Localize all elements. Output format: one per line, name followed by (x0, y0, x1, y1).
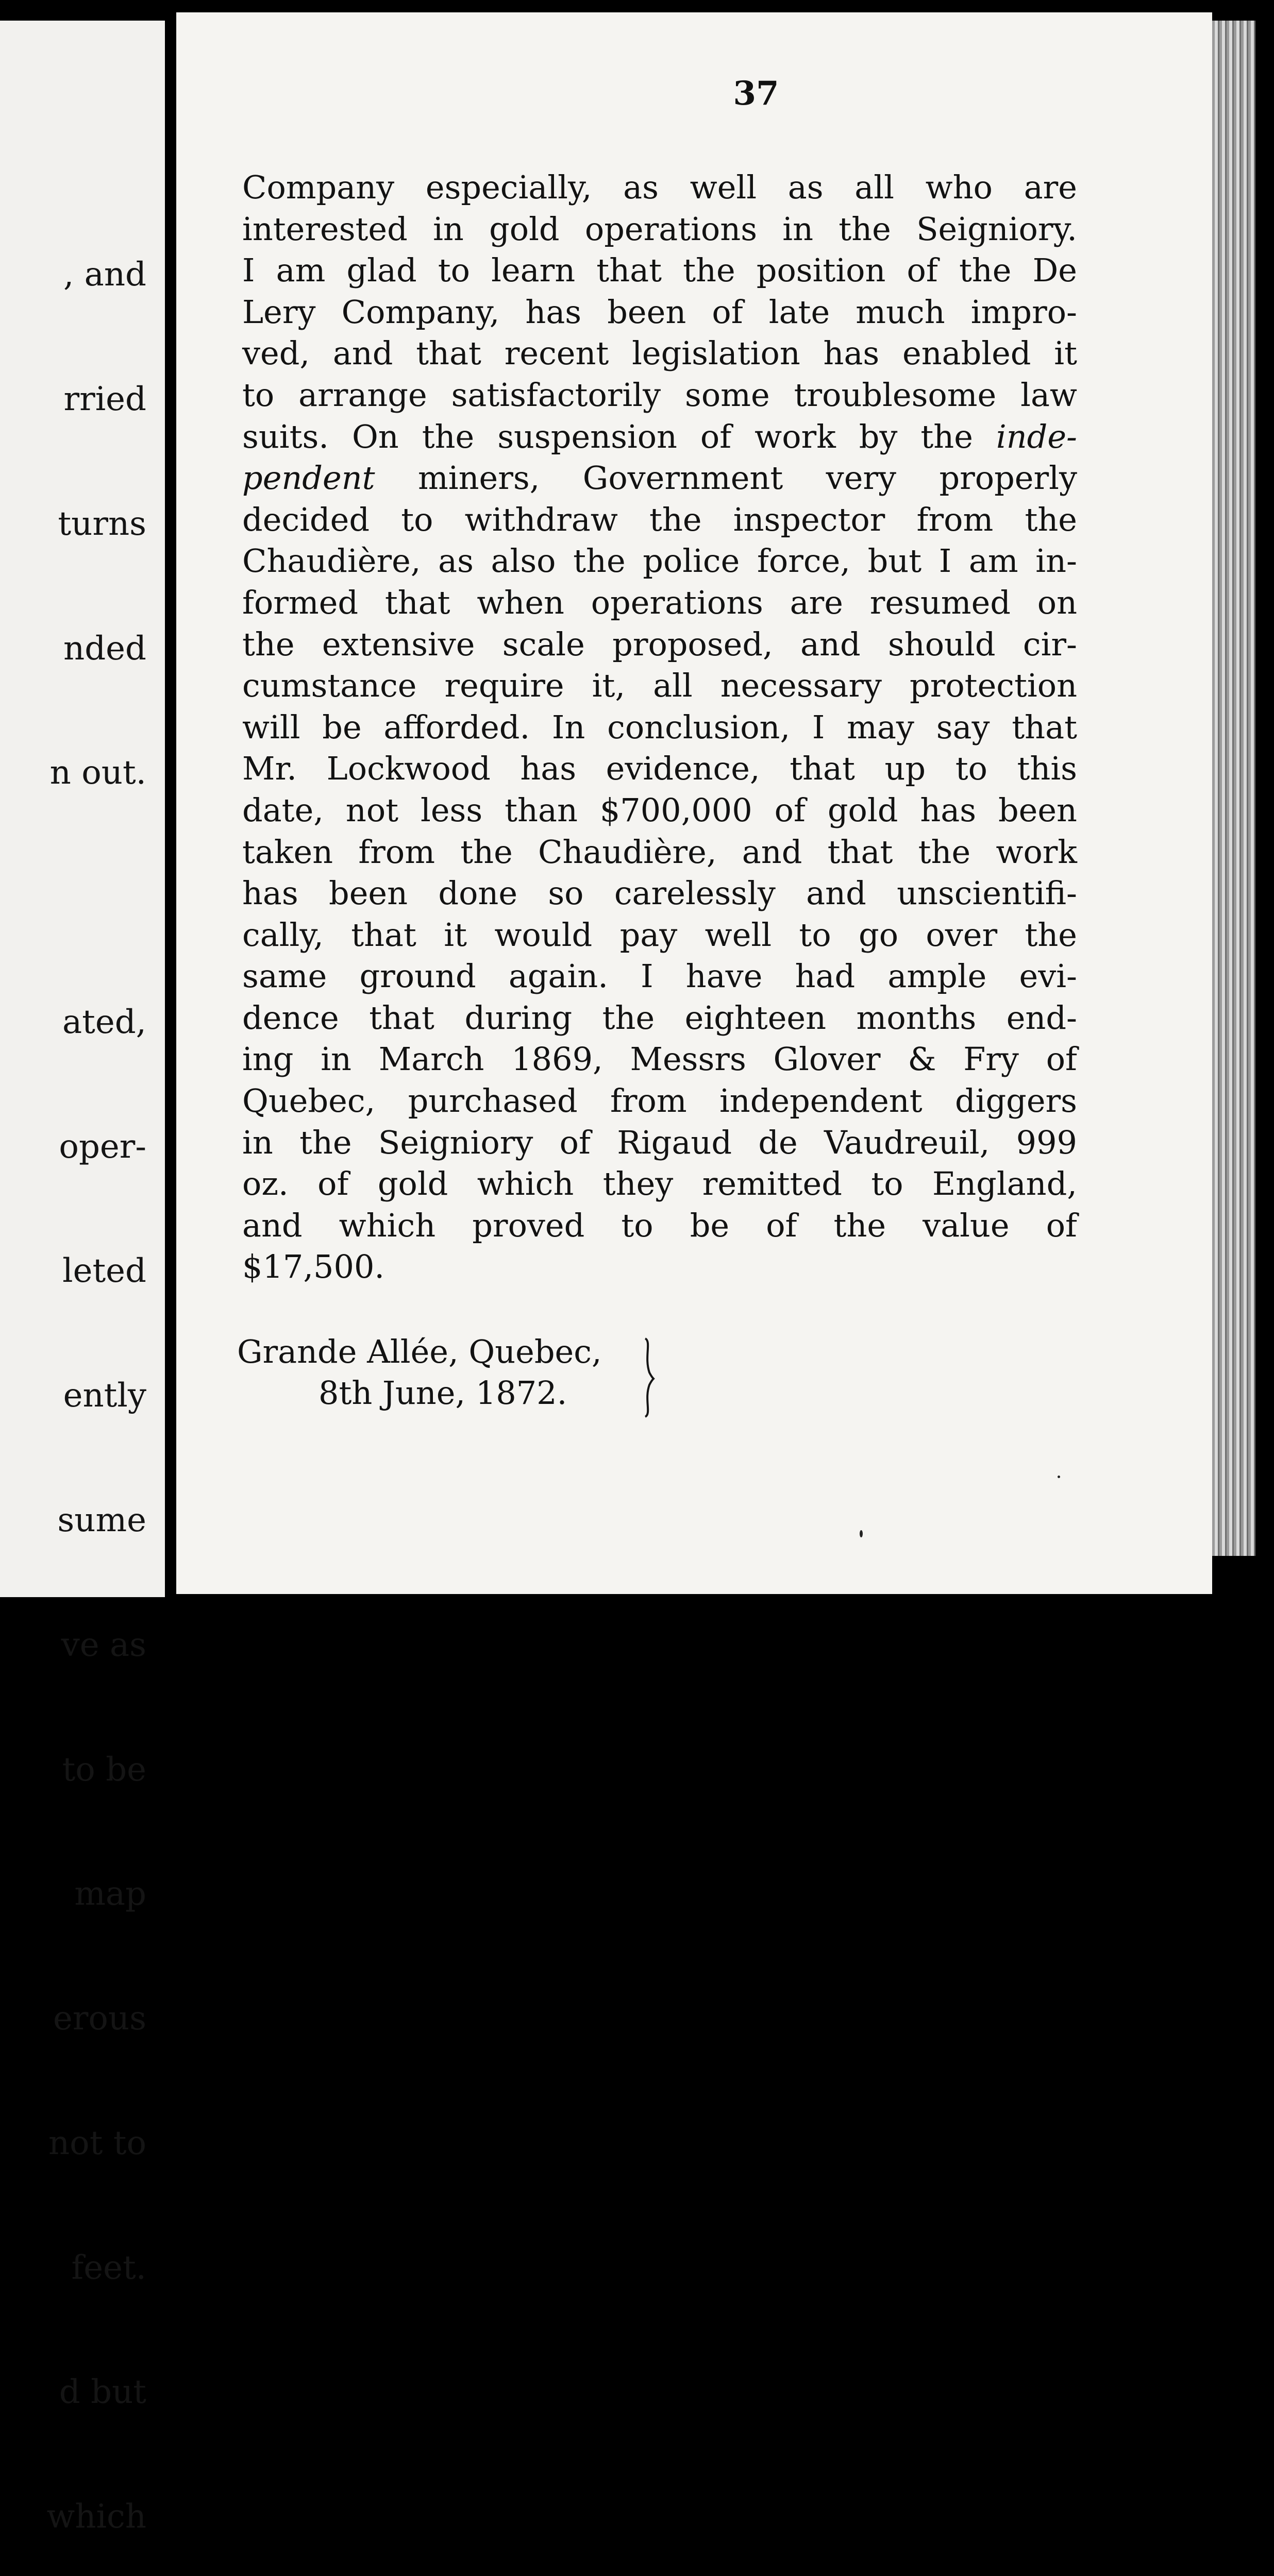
left-page-line: feet. (71, 2248, 146, 2287)
left-page-paragraph-gap (40, 877, 146, 919)
scan-speck (860, 1530, 863, 1537)
signature-place: Grande Allée, Quebec, (237, 1333, 602, 1370)
page-edge-shadow (1255, 0, 1274, 1616)
left-page-line: sume (57, 1501, 146, 1539)
page-stack-edge (1212, 21, 1255, 1556)
signature-block (237, 1331, 602, 1414)
left-page-line: turns (58, 504, 146, 543)
text-line: cumstance require it, all necessary protection (242, 667, 1077, 705)
text-line: Lery Company, has been of late much impro- (242, 293, 1077, 331)
italic-word: pendent (242, 459, 375, 497)
left-page-line: to be (62, 1750, 146, 1789)
text-line: cally, that it would pay well to go over the (242, 916, 1077, 954)
left-page-line: which (46, 2498, 146, 2536)
left-page-line: ve as (61, 1625, 146, 1664)
page-body-text (242, 167, 1077, 1288)
text-line: dence that during the eighteen months end- (242, 998, 1077, 1037)
text-line: Chaudière, as also the police force, but I am in- (242, 542, 1077, 580)
scan-speck (1058, 1476, 1060, 1478)
left-page-line: , and (63, 256, 146, 294)
text-line: taken from the Chaudière, and that the work (242, 833, 1077, 871)
left-page-line: oper- (59, 1127, 146, 1166)
text-line: I am glad to learn that the position of the De (242, 251, 1077, 290)
text-line-with-italic (242, 416, 1077, 458)
text-line: to arrange satisfactorily some troublesome law (242, 376, 1077, 414)
left-page-text (40, 171, 146, 2576)
text-line: in the Seigniory of Rigaud de Vaudreuil, 999 (242, 1123, 1077, 1161)
left-page-line: ated, (62, 1003, 146, 1041)
text-line: the extensive scale proposed, and should cir- (242, 625, 1077, 663)
book-gutter (165, 0, 176, 1616)
text-line: decided to withdraw the inspector from the (242, 500, 1077, 538)
left-page-line: leted (62, 1252, 146, 1291)
left-page-line: rried (63, 380, 146, 418)
left-page-line: map (74, 1875, 146, 1913)
text-segment: miners, Government very properly (417, 459, 1077, 497)
left-page-line: erous (53, 1999, 146, 2038)
text-line: and which proved to be of the value of (242, 1206, 1077, 1244)
left-page-line: d but (59, 2373, 146, 2412)
text-line: ved, and that recent legislation has enabled it (242, 334, 1077, 372)
text-line: Quebec, purchased from independent diggers (242, 1082, 1077, 1120)
left-page-line: not to (48, 2124, 146, 2162)
text-line: Company especially, as well as all who are (242, 168, 1077, 206)
curly-brace-icon (641, 1336, 657, 1419)
text-line: ing in March 1869, Messrs Glover & Fry of (242, 1040, 1077, 1078)
italic-word: inde- (996, 417, 1077, 455)
text-line: date, not less than $700,000 of gold has been (242, 791, 1077, 829)
text-line: interested in gold operations in the Seigniory. (242, 210, 1077, 248)
text-line: same ground again. I have had ample evi- (242, 957, 1077, 995)
left-facing-page (0, 21, 165, 2536)
signature-date: 8th June, 1872. (318, 1374, 567, 1412)
text-line: has been done so carelessly and unscientifi- (242, 874, 1077, 912)
left-page-line: nded (63, 629, 146, 668)
text-line: $17,500. (242, 1248, 385, 1286)
text-line: formed that when operations are resumed on (242, 583, 1077, 621)
text-line-with-italic (242, 457, 1077, 499)
left-page-line: n out. (49, 754, 146, 792)
text-line: Mr. Lockwood has evidence, that up to this (242, 750, 1077, 788)
text-segment: suits. On the suspension of work by the (242, 417, 973, 455)
page-number: 37 (733, 74, 779, 113)
text-line: will be afforded. In conclusion, I may say that (242, 708, 1077, 746)
right-page (176, 12, 1212, 1594)
text-line: oz. of gold which they remitted to England, (242, 1165, 1077, 1203)
left-page-line: ently (63, 1377, 146, 1415)
